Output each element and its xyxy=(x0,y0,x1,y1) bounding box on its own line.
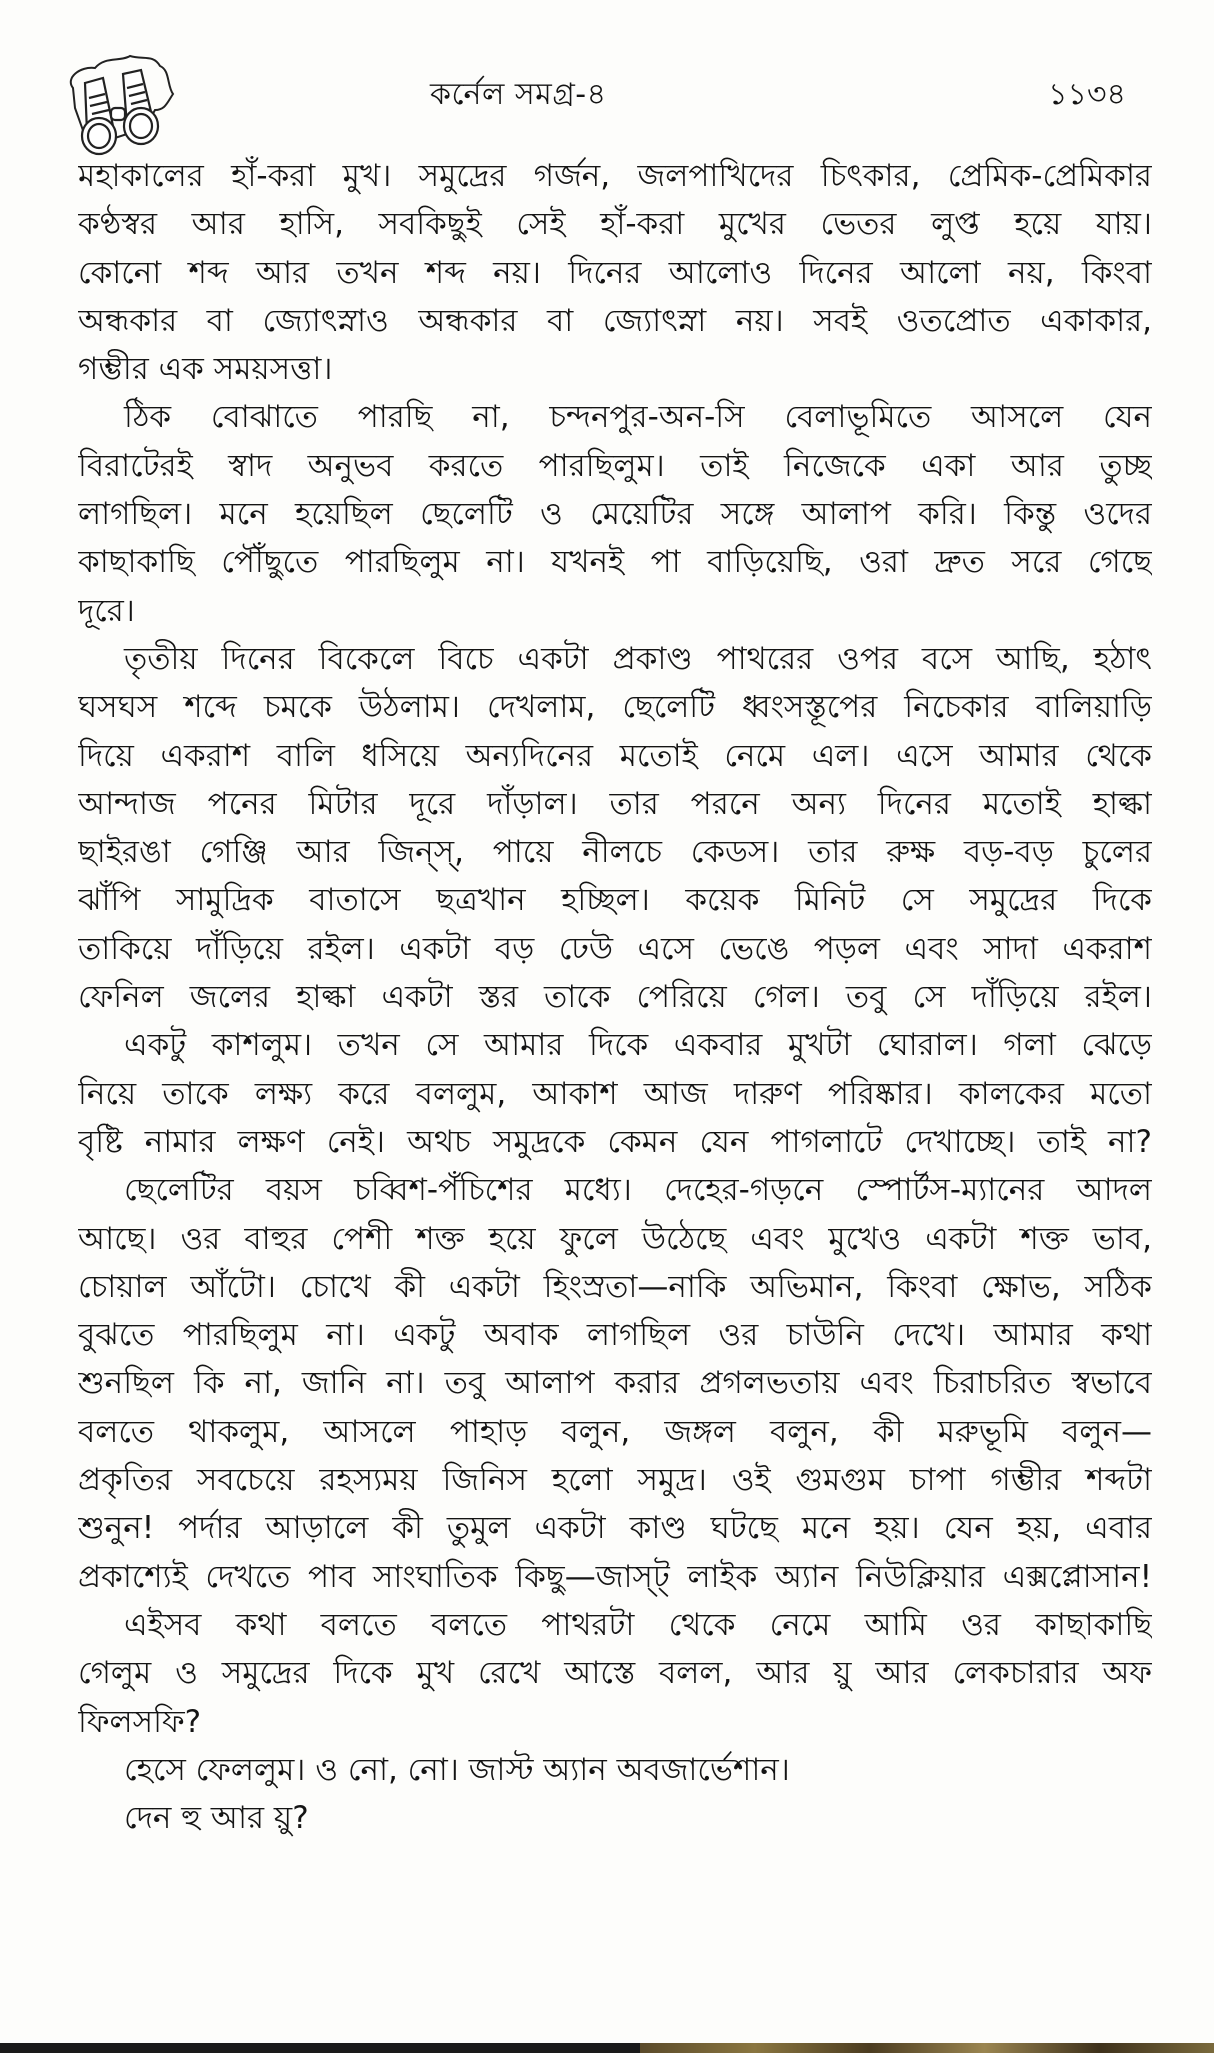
text-line: মহাকালের হাঁ-করা মুখ। সমুদ্রের গর্জন, জলপাখিদের চিৎকার, প্রেমিক-প্রেমিকার xyxy=(78,158,1152,194)
paragraph xyxy=(78,1601,1152,1746)
text-line: ঠিক বোঝাতে পারছি না, চন্দনপুর-অন-সি বেলাভূমিতে আসলে যেন xyxy=(124,399,1152,436)
text-line: অন্ধকার বা জ্যোৎস্নাও অন্ধকার বা জ্যোৎস্না নয়। সবই ওতপ্রোত একাকার, xyxy=(78,302,1152,339)
text-line: শুনছিল কি না, জানি না। তবু আলাপ করার প্রগলভতায় এবং চিরাচরিত স্বভাবে xyxy=(78,1365,1152,1402)
text-line: ফিলসফি? xyxy=(78,1703,202,1740)
paragraph xyxy=(78,393,1152,634)
text-line: বৃষ্টি নামার লক্ষণ নেই। অথচ সমুদ্রকে কেমন যেন পাগলাটে দেখাচ্ছে। তাই না? xyxy=(78,1123,1152,1160)
text-line: প্রকৃতির সবচেয়ে রহস্যময় জিনিস হলো সমুদ্র। ওই গুমগুম চাপা গম্ভীর শব্দটা xyxy=(78,1462,1152,1499)
scan-edge-dark xyxy=(0,2043,640,2053)
text-line: শুনুন! পর্দার আড়ালে কী তুমুল একটা কাণ্ড ঘটছে মনে হয়। যেন হয়, এবার xyxy=(78,1510,1152,1547)
text-line: বিরাটেরই স্বাদ অনুভব করতে পারছিলুম। তাই নিজেকে একা আর তুচ্ছ xyxy=(78,447,1152,484)
text-line: বুঝতে পারছিলুম না। একটু অবাক লাগছিল ওর চাউনি দেখে। আমার কথা xyxy=(78,1317,1152,1354)
text-line: নিয়ে তাকে লক্ষ্য করে বললুম, আকাশ আজ দারুণ পরিষ্কার। কালকের মতো xyxy=(78,1075,1152,1112)
text-line: গেলুম ও সমুদ্রের দিকে মুখ রেখে আস্তে বলল, আর য়ু আর লেকচারার অফ xyxy=(78,1655,1152,1692)
text-line: প্রকাশ্যেই দেখতে পাব সাংঘাতিক কিছু—জাস্ট্ লাইক অ্যান নিউক্লিয়ার এক্সপ্লোসান! xyxy=(78,1558,1152,1595)
scan-edge-texture xyxy=(640,2043,1214,2053)
text-line: ফেনিল জলের হাল্কা একটা স্তর তাকে পেরিয়ে গেল। তবু সে দাঁড়িয়ে রইল। xyxy=(78,979,1152,1016)
paragraph xyxy=(78,1746,1152,1794)
text-line: কোনো শব্দ আর তখন শব্দ নয়। দিনের আলোও দিনের আলো নয়, কিংবা xyxy=(78,254,1152,291)
text-line: ঝাঁপি সামুদ্রিক বাতাসে ছত্রখান হচ্ছিল। কয়েক মিনিট সে সমুদ্রের দিকে xyxy=(78,882,1152,919)
text-line: হেসে ফেললুম। ও নো, নো। জাস্ট অ্যান অবজার্ভেশান। xyxy=(124,1751,790,1788)
text-line: দিয়ে একরাশ বালি ধসিয়ে অন্যদিনের মতোই নেমে এল। এসে আমার থেকে xyxy=(78,737,1152,774)
body-text xyxy=(78,152,1152,1842)
text-line: বলতে থাকলুম, আসলে পাহাড় বলুন, জঙ্গল বলুন, কী মরুভূমি বলুন— xyxy=(78,1413,1152,1450)
text-line: চোয়াল আঁটো। চোখে কী একটা হিংস্রতা—নাকি অভিমান, কিংবা ক্ষোভ, সঠিক xyxy=(78,1268,1152,1305)
text-line: তাকিয়ে দাঁড়িয়ে রইল। একটা বড় ঢেউ এসে ভেঙে পড়ল এবং সাদা একরাশ xyxy=(78,930,1152,967)
text-line: কাছাকাছি পৌঁছুতে পারছিলুম না। যখনই পা বাড়িয়েছি, ওরা দ্রুত সরে গেছে xyxy=(78,544,1152,581)
text-line: ছেলেটির বয়স চব্বিশ-পঁচিশের মধ্যে। দেহের-গড়নে স্পোর্টস-ম্যানের আদল xyxy=(124,1172,1152,1209)
running-header xyxy=(0,70,1214,120)
text-line: ছাইরঙা গেঞ্জি আর জিন্স্, পায়ে নীলচে কেডস। তার রুক্ষ বড়-বড় চুলের xyxy=(78,834,1152,871)
paragraph xyxy=(78,635,1152,1021)
text-line: একটু কাশলুম। তখন সে আমার দিকে একবার মুখটা ঘোরাল। গলা ঝেড়ে xyxy=(124,1027,1152,1064)
paragraph xyxy=(78,1166,1152,1601)
text-line: তৃতীয় দিনের বিকেলে বিচে একটা প্রকাণ্ড পাথরের ওপর বসে আছি, হঠাৎ xyxy=(124,640,1152,677)
text-line: ঘসঘস শব্দে চমকে উঠলাম। দেখলাম, ছেলেটি ধ্বংসস্তূপের নিচেকার বালিয়াড়ি xyxy=(78,689,1152,726)
paragraph xyxy=(78,152,1152,393)
text-line: কণ্ঠস্বর আর হাসি, সবকিছুই সেই হাঁ-করা মুখের ভেতর লুপ্ত হয়ে যায়। xyxy=(78,206,1152,243)
book-title: কর্নেল সমগ্র-৪ xyxy=(430,77,607,112)
text-line: এইসব কথা বলতে বলতে পাথরটা থেকে নেমে আমি ওর কাছাকাছি xyxy=(124,1606,1152,1643)
paragraph xyxy=(78,1794,1152,1842)
text-line: আন্দাজ পনের মিটার দূরে দাঁড়াল। তার পরনে অন্য দিনের মতোই হাল্কা xyxy=(78,785,1152,822)
paragraph xyxy=(78,1021,1152,1166)
text-line: আছে। ওর বাহুর পেশী শক্ত হয়ে ফুলে উঠেছে এবং মুখেও একটা শক্ত ভাব, xyxy=(78,1220,1152,1257)
text-line: দেন হু আর য়ু? xyxy=(124,1800,309,1837)
scan-edge xyxy=(0,2043,1214,2053)
text-line: গম্ভীর এক সময়সত্তা। xyxy=(78,351,333,388)
page-number: ১১৩৪ xyxy=(1048,77,1126,112)
text-line: লাগছিল। মনে হয়েছিল ছেলেটি ও মেয়েটির সঙ্গে আলাপ করি। কিন্তু ওদের xyxy=(78,496,1152,533)
text-line: দূরে। xyxy=(78,592,135,629)
